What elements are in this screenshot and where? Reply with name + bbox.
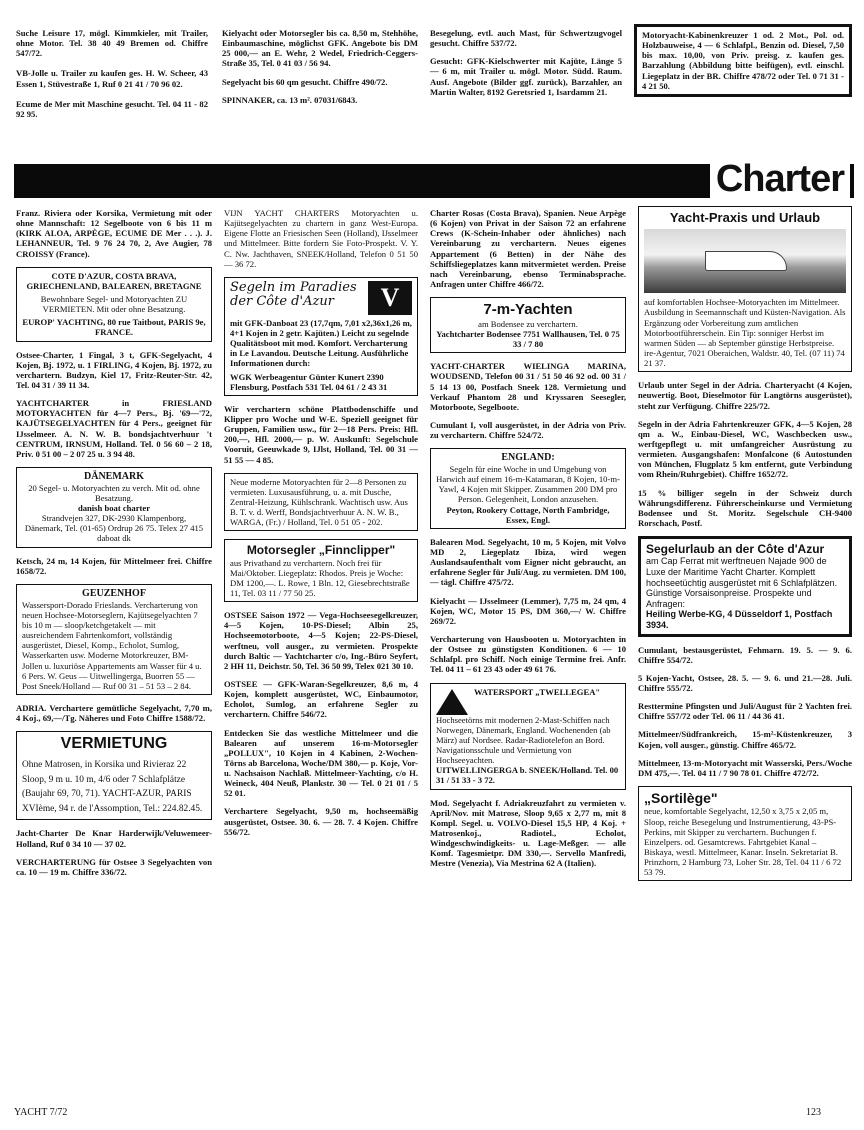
ad-ecume: Ecume de Mer mit Maschine gesucht. Tel. 04 11 - 82 92 95. <box>16 98 208 119</box>
ad-ostsee-charter: Ostsee-Charter, 1 Fingal, 3 t, GFK-Segelyacht, 4 Kojen, Bj. 1972, u. 1 FIRLING, 4 Kojen, Bj. 1972, zu verchartern. Budzyn, Kiel 17, Fritz-Reuter-Str. 42, Tel. 04 31 / 39 11 34. <box>16 349 212 390</box>
ad-yacht-praxis: Yacht-Praxis und Urlaub auf komfortablen Hochsee-Motoryachten im Mittelmeer. Ausbildung in Seemannschaft und Küsten-Navigation. Als Ergänzung oder Vorbereitung zum amtlichen Motorbootführerschein. Ein Tip: sonniger Herbst im warmen Süden — ab September günstige Herbstpreise. ire-Agentur, 7021 Oberaichen, Waldstr. 40, Tel. (07 11) 74 21 37. <box>638 206 852 372</box>
section-title: Charter <box>710 158 850 200</box>
ad-ostsee-1972: OSTSEE Saison 1972 — Vega-Hochseesegelkreuzer, 4—5 Kojen, 10-PS-Diesel; Albin 25, Hochseemotorboote, 4—5 Kojen; 22-PS-Diesel, werftneu, voll ausger., zu vermieten. Prospekte durch Baltic — Yachtcharter c/o, Ing.-Büro Seyfert, 2 HH 11, Deichstr. 50, Tel. 36 50 99, Telex 021 30 10. <box>224 610 418 671</box>
ad-balearen: Balearen Mod. Segelyacht, 10 m, 5 Kojen, mit Volvo MD 2, Liegeplatz Ibiza, wird wegen Auslandsaufenthalt vom Eigner nicht gebraucht, an erfahrene Segler für Juli/Aug. zu vermieten. DM 100,— tägl. Chiffre 475/72. <box>430 536 626 588</box>
v-logo-icon: V <box>368 281 412 315</box>
ad-urlaub-adria: Urlaub unter Segel in der Adria. Charteryacht (4 Kojen, neuwertig. Boot, Dieselmotor für Langtörns ausgerüstet), steht zur Verfügung. Chiffre 225/72. <box>638 380 852 411</box>
ad-adria: ADRIA. Verchartere gemütliche Segelyacht, 7,70 m, 4 Koj., 69,—/Tg. Näheres und Foto Chiffre 1588/72. <box>16 702 212 724</box>
ad-cote-dazur: Segelurlaub an der Côte d'Azur am Cap Ferrat mit werftneuen Najade 900 de Luxe der Maritime Yacht Charter. Komplett hochseetüchtig ausgerüstet mit 6 Schlafplätzen. Günstige Vorsaisonpreise. Prospekte und Anfragen: Heiling Werbe-KG, 4 Düsseldorf 1, Postfach 3934. <box>638 536 852 636</box>
ad-motoryacht-kabinenkreuzer: Motoryacht-Kabinenkreuzer 1 od. 2 Mot., Pol. od. Holzbauweise, 4 — 6 Schlafpl., Benzin od. Diesel, 7,50 bis max. 10,00, von Priv. preisg. z. kaufen ges. Barzahlung (Abbildung bitte beifügen), evtl. einschl. Liegeplatz in der BR. Chiffre 478/72 oder Tel. 0 71 31 - 4 21 50. <box>634 24 852 97</box>
ad-kielyacht-ijsselmeer: Kielyacht — IJsselmeer (Lemmer), 7,75 m, 24 qm, 4 Kojen, WC, Motor 15 PS, DM 360,—/ W. Chiffre 269/72. <box>430 595 626 626</box>
top-column-2 <box>222 28 418 113</box>
ad-sortilege: „Sortilège" neue, komfortable Segelyacht, 12,50 x 3,75 x 2,05 m, Sloop, reiche Besegelung und Instrumentierung, 43-PS-Perkins, mit Skipper zu verchartern. Buchungen f. Einzelpers. od. Gesamtcrews. Fahrtgebiet Kanal – Biskaya, westl. Mittelmeer, Kanar. Inseln. Sekretariat B. Prinzhorn, 2 Hamburg 73, Loher Str. 28, Tel. 04 11 / 6 72 53 79. <box>638 786 852 882</box>
ad-vb-jolle: VB-Jolle u. Trailer zu kaufen ges. H. W. Scheer, 43 Essen 1, Stüvestraße 1, Ruf 0 21 41 / 70 96 02. <box>16 68 208 89</box>
top-column-1 <box>16 28 208 127</box>
ad-ketsch: Ketsch, 24 m, 14 Kojen, für Mittelmeer frei. Chiffre 1658/72. <box>16 555 212 576</box>
ad-vijn: VIJN YACHT CHARTERS Motoryachten u. Kajütsegelyachten zu chartern in ganz West-Europa. Eigene Flotte an Friesischen Seen (Holland), IJsselmeer und Mittelmeer. Bitte fordern Sie Foto-Prospekt. V. Y. C. Nw. Jachthaven, SNEEK/Holland, Telefon 0 51 50 — 36 72. <box>224 208 418 269</box>
ad-friesland: YACHTCHARTER in FRIESLAND MOTORYACHTEN für 4—7 Pers., Bj. '69—'72, KAJÜTSEGELYACHTEN für 4 Pers., geeignet für IJsselmeer. A. N. W. B. bondsjachtverhuur 't CENTRUM, IRNSUM, Holland. Tel. 0 56 60 – 2 18, Priv. 0 51 00 – 2 07 25 u. 3 94 48. <box>16 398 212 459</box>
ad-plattboden: Wir verchartern schöne Plattbodenschiffe und Klipper pro Woche und W-E. Speziell geeignet für Gruppen, Familien usw., für 2—18 Pers. Preis: Hfl. 200,—, Hfl. 2000,— p. W. Auskunft: Segelschule Vooruit, Geeuwkade 9, IJlst, Holland, Tel. 00 31 — 51 55 — 4 85. <box>224 403 418 465</box>
ad-rosas: Charter Rosas (Costa Brava), Spanien. Neue Arpège (6 Kojen) von Privat in der Saison 72 an erfahrene Crews (K-Schein-Inhaber oder ähnliches) nach Vereinbarung zu verchartern. Neues eigenes Appartement (6 Betten) in der Nähe des Schiffsliegeplatzes kann mitvermietet werden. Preise nach Vereinbarung, ebenso Terminabsprache. Anfragen unter Chiffre 466/72. <box>430 208 626 289</box>
issue-label: YACHT 7/72 <box>14 1107 68 1118</box>
yacht-photo <box>644 229 846 293</box>
ad-hausboote: Vercharterung von Hausbooten u. Motoryachten in der Ostsee zu günstigsten Konditionen. 6 — 10 Schlafpl. pro Schiff. Noch einige Termine frei. Anfr. Tel. 04 11 – 61 23 43 oder 49 61 76. <box>430 633 626 675</box>
ad-cumulant-i: Cumulant I, voll ausgerüstet, in der Adria von Priv. zu verchartern. Chiffre 524/72. <box>430 419 626 441</box>
ad-resttermine: Resttermine Pfingsten und Juli/August für 2 Yachten frei. Chiffre 557/72 oder Tel. 06 11 / 44 36 41. <box>638 701 852 722</box>
page-number: 123 <box>806 1107 821 1118</box>
ad-segelyacht-60: Segelyacht bis 60 qm gesucht. Chiffre 490/72. <box>222 76 388 87</box>
column-3 <box>430 208 626 877</box>
ad-paradies: V Segeln im Paradies der Côte d'Azur mit GFK-Danboat 23 (17,7qm, 7,01 x2,36x1,26 m, 4+1 Kojen in 2 getr. Kajüten.) Leicht zu segelnde Qualitätsboot mit mod. Komfort. Vercharterung in Le Lavandou. Deutsche Leitung. Ausführliche Informationen durch: WGK Werbeagentur Günter Kunert 2390 Flensburg, Postfach 531 Tel. 04 61 / 2 43 31 <box>224 277 418 396</box>
ad-finnclipper: Motorsegler „Finnclipper" aus Privathand zu verchartern. Noch frei für Mai/Oktober. Liegeplatz: Rhodos. Preis je Woche: DM 1200,—. L. Rowe, 1 Bln. 12, Giesebrechtstraße 11, Tel. 03 11 / 77 50 25. <box>224 539 418 602</box>
ad-segeln-adria: Segeln in der Adria Fahrtenkreuzer GFK, 4—5 Kojen, 28 qm a. W., Einbau-Diesel, WC, Waschbecken usw., werftgepflegt u. mit umfangreicher Ausrüstung zu vermieten. Ausgangshafen: Monfalcone (6 Autostunden von München, Flugplatz 5 km entfernt, gute Verbindung vom Rhein/Ruhrgebiet). Chiffre 1652/72. <box>638 418 852 480</box>
ad-motoryacht-13m: Mittelmeer, 13-m-Motoryacht mit Wasserski, Pers./Woche DM 475,—. Tel. 04 11 / 7 90 78 01. Chiffre 472/72. <box>638 757 852 778</box>
ad-england: ENGLAND: Segeln für eine Woche in und Umgebung von Harwich auf einem 16-m-Katamaran, 8 Kojen, 10-m-Yawl, 4 Kojen mit Skipper. Zusammen 200 DM pro Person. Gelegenheit, London anzusehen. Peyton, Rookery Cottage, North Fambridge, Essex, Engl. <box>430 448 626 529</box>
ad-geuzenhof: GEUZENHOF Wassersport-Dorado Frieslands. Vercharterung von neuen Hochsee-Motorseglern, Kajütsegelyachten 7 bis 10 m — sloop/ketchgetakelt — mit ausreichendem Fahrtenkomfort, vollständig ausgerüstet, Diesel, Komp., Echolot, Sumlog, Wasserkarten usw. Moderne Motorkreuzer, BM-Jollen u. luxuriöse Appartements am Wasser für 4 u. 6 Pers. W. Geus — Uitwellingerga, Buorren 55 — Post Sneek/Holland — Ruf 00 31 – 51 53 – 2 84. <box>16 584 212 695</box>
column-1 <box>16 208 212 885</box>
ad-twellegea: WATERSPORT „TWELLEGEA" Hochseetörns mit modernen 2-Mast-Schiffen nach Norwegen, Dänemark, England. Wochenenden (ab März) auf Nordsee. Radar-Radiotelefon an Bord. Navigationsschule und Vermietung von Hochseeyachten. UITWELLINGERGA b. SNEEK/Holland. Tel. 00 31 / 51 33 - 3 72. <box>430 683 626 790</box>
ad-neue-motoryachten: Neue moderne Motoryachten für 2—8 Personen zu vermieten. Luxusausführung, u. a. mit Dusche, Zentral-Heizung, Kühlschrank. Wachtisch usw. Aus B. T. v. d. Werff, Bondsjachtverhuur A. N. W. B., WARGA, (Fr.) / Holland, Tel. 0 51 05 - 202. <box>224 473 418 532</box>
ad-segelyacht-950: Verchartere Segelyacht, 9,50 m, hochseemäßig ausgerüstet, Ostsee. 30. 6. — 28. 7. 4 Kojen. Chiffre 556/72. <box>224 806 418 837</box>
top-column-3 <box>430 28 622 105</box>
ad-vercharterung-ostsee: VERCHARTERUNG für Ostsee 3 Segelyachten von ca. 10 — 19 m. Chiffre 336/72. <box>16 856 212 877</box>
ad-kielyacht: Kielyacht oder Motorsegler bis ca. 8,50 m, Stehhöhe, Einbaumaschine, möglichst GFK. Angebote bis DM 25 000,— an E. Wehr, 2 Wedel, Friedrich-Ceggers-Straße 35, Tel. 0 41 03 / 56 94. <box>222 28 418 69</box>
triangle-logo-icon <box>436 689 468 715</box>
ad-gfk-gesucht: Gesucht: GFK-Kielschwerter mit Kajüte, Länge 5 — 6 m, mit Trailer u. mögl. Motor. Südd. Raum. Ausf. Angebote (Bilder ggf. zurück), Barzahler, an Martin Walter, 8192 Geretsried 1, Isardamm 21. <box>430 56 622 97</box>
column-4 <box>638 206 852 889</box>
ad-yacht-azur: VERMIETUNG Ohne Matrosen, in Korsika und Rivieraz 22 Sloop, 9 m u. 10 m, 4/6 oder 7 Schlafplätze (Baujahr 69, 70, 71). YACHT-AZUR, PARIS XVIème, 94 r. de l'Assomption, Tel.: 224.82.45. <box>16 731 212 820</box>
ad-danish-boat: DÄNEMARK 20 Segel- u. Motoryachten zu verch. Mit od. ohne Besatzung. danish boat charter Strandvejen 327, DK-2930 Klampenborg, Dänemark, Tel. (01-65) Ordrup 26 75. Telex 27 415 daboat dk <box>16 467 212 548</box>
ad-cumulant: Cumulant, bestausgerüstet, Fehmarn. 19. 5. — 9. 6. Chiffre 554/72. <box>638 644 852 665</box>
ad-5-kojen: 5 Kojen-Yacht, Ostsee, 28. 5. — 9. 6. und 21.—28. Juli. Chiffre 555/72. <box>638 672 852 693</box>
ad-pollux: Entdecken Sie das westliche Mittelmeer und die Balearen auf unserem 16-m-Motorsegler „POLLUX", 10 Kojen in 4 Kabinen, 2-Wochen-Törns ab Barcelona, Woche/DM 380,— p. Koje, Vor- u. Nachsaison Nachlaß. Mittelmeer-Yachting, c/o H. Weineck, 404 Neuß, Plankstr. 30 — Tel. 0 21 01 / 5 52 01. <box>224 727 418 799</box>
column-2 <box>224 208 418 845</box>
ad-7m-yachten: 7-m-Yachten am Bodensee zu verchartern. Yachtcharter Bodensee 7751 Wallhausen, Tel. 0 75 33 / 7 80 <box>430 297 626 353</box>
ad-adriakreuzfahrt: Mod. Segelyacht f. Adriakreuzfahrt zu vermieten v. April/Nov. mit Matrose, Sloop 9,65 x 2,77 m, mit 8 Kompl. Segel. u. VOLVO-Diesel 15,5 HP, 4 Koj. + Matrosenkoj., Radiotel., Echolot, Windgeschwindigkeits- u. Lage-Meßger. — alle Komf. Tagesmietpr. DM 330,—. Servello Manfredi, Mestre (Venezia), Via Mestrina 62 A (Italien). <box>430 797 626 869</box>
ad-spinnaker: SPINNAKER, ca. 13 m². 07031/6843. <box>222 94 358 105</box>
ad-besegelung: Besegelung, evtl. auch Mast, für Schwertzugvogel gesucht. Chiffre 537/72. <box>430 28 622 49</box>
ad-riviera: Franz. Riviera oder Korsika, Vermietung mit oder ohne Mannschaft: 12 Segelboote von 6 bis 11 m (KIRK ALOA, ARPÈGE, ECUME DE Mer . . .). J. LEHANNEUR, Tel. 9 76 24 70, 2, Ave Augier, 78 CROISSY (France). <box>16 208 212 259</box>
ad-ostsee-waran: OSTSEE — GFK-Waran-Segelkreuzer, 8,6 m, 4 Kojen, komplett ausgerüstet, WC, Einbaumotor, Echolot, Sumlog, an erfahrene Segler zu verchartern. Chiffre 546/72. <box>224 678 418 720</box>
ad-leisure: Suche Leisure 17, mögl. Kimmkieler, mit Trailer, ohne Motor. Tel. 38 40 49 Bremen od. Chiffre 547/72. <box>16 28 208 59</box>
ad-schweiz: 15 % billiger segeln in der Schweiz durch Währungsdifferenz. Führerscheinkurse und Vermietung Bodensee und St. Moritz. Segelschule CH-9400 Rorschach, Postf. <box>638 487 852 528</box>
ad-de-knar: Jacht-Charter De Knar Harderwijk/Veluwemeer-Holland, Ruf 0 34 10 — 37 02. <box>16 828 212 849</box>
ad-suedfrankreich: Mittelmeer/Südfrankreich, 15-m²-Küstenkreuzer, 3 Kojen, voll ausger., günstig. Chiffre 465/72. <box>638 729 852 750</box>
ad-europ-yachting: COTE D'AZUR, COSTA BRAVA, GRIECHENLAND, BALEAREN, BRETAGNE Bewohnbare Segel- und Motoryachten ZU VERMIETEN. Mit oder ohne Besatzung. EUROP' YACHTING, 80 rue Taitbout, PARIS 9e, FRANCE. <box>16 267 212 342</box>
ad-wielinga: YACHT-CHARTER WIELINGA MARINA, WOUDSEND, Telefon 00 31 / 51 50 46 92 od. 00 31 / 5 14 13 00, Postfach Sneek 128. Vermietung und Verkauf Phantom 28 und Kryssaren Seesegler, Motorboote, Segelboote. <box>430 361 626 412</box>
